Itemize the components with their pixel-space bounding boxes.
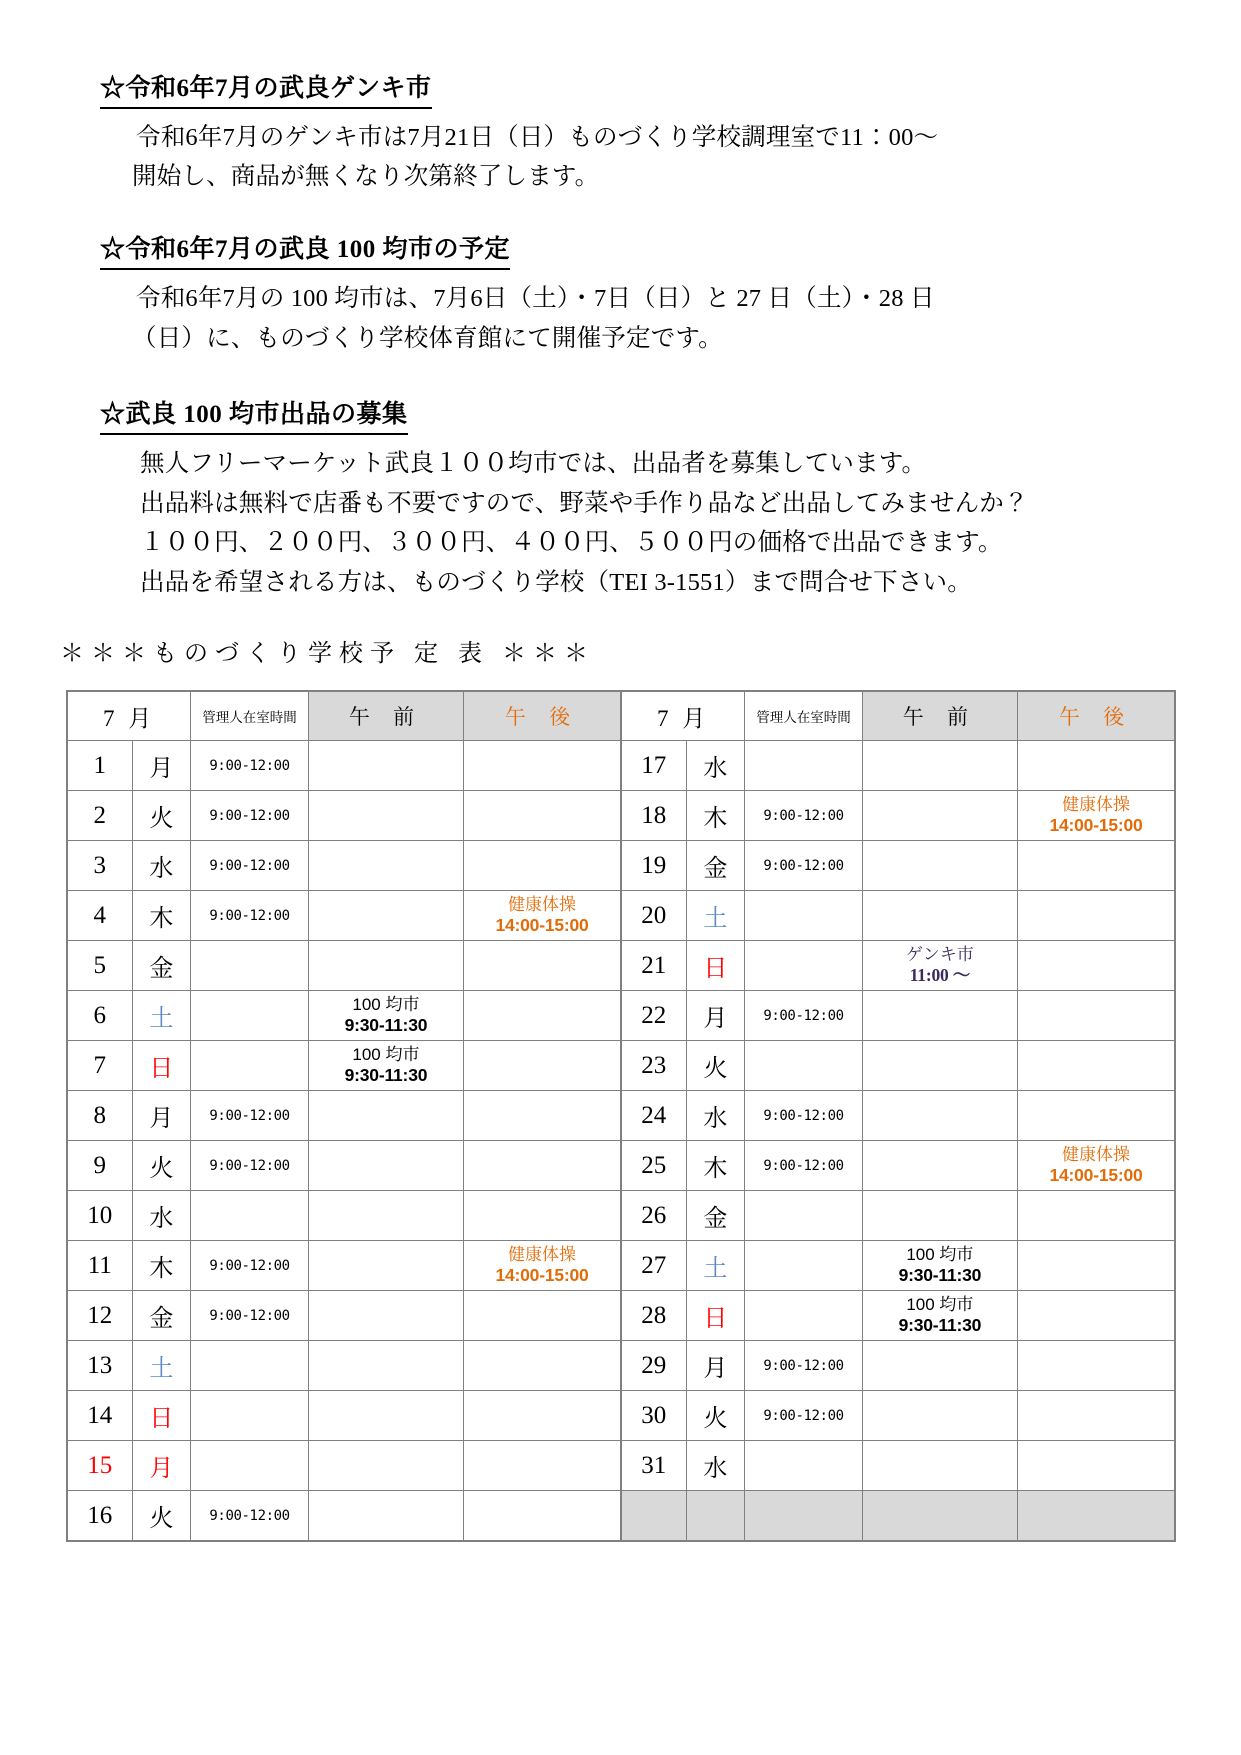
table-row <box>67 1141 1175 1191</box>
header-month-right: 7 月 <box>621 691 745 741</box>
cell-admin-hours-left <box>191 1341 309 1391</box>
cell-am-right <box>862 1441 1017 1491</box>
cell-am-left <box>308 1391 463 1441</box>
cell-day-left: 5 <box>67 941 132 991</box>
cell-admin-hours-right: 9:00-12:00 <box>745 1141 863 1191</box>
table-row <box>67 741 1175 791</box>
cell-admin-hours-right <box>745 1241 863 1291</box>
cell-weekday-left: 火 <box>132 1141 191 1191</box>
cell-weekday-left: 火 <box>132 1491 191 1541</box>
cell-pm-right <box>1018 1291 1175 1341</box>
cell-weekday-right: 金 <box>686 1191 745 1241</box>
cell-weekday-left: 木 <box>132 891 191 941</box>
cell-admin-hours-right: 9:00-12:00 <box>745 791 863 841</box>
cell-day-left: 6 <box>67 991 132 1041</box>
cell-weekday-left: 日 <box>132 1041 191 1091</box>
cell-pm-right <box>1018 1041 1175 1091</box>
cell-am-right <box>862 1141 1017 1191</box>
event-time: 9:30-11:30 <box>344 1065 428 1086</box>
cell-weekday-left: 火 <box>132 791 191 841</box>
cell-day-right: 24 <box>621 1091 686 1141</box>
cell-am-right <box>862 1241 1017 1291</box>
cell-am-right <box>862 1291 1017 1341</box>
cell-admin-hours-left <box>191 1191 309 1241</box>
event-time: 9:30-11:30 <box>898 1315 982 1336</box>
cell-pm-right <box>1018 941 1175 991</box>
cell-am-left <box>308 1041 463 1091</box>
cell-day-right: 19 <box>621 841 686 891</box>
cell-am-right <box>862 741 1017 791</box>
event-time: 14:00-15:00 <box>495 1265 589 1286</box>
table-row <box>67 1091 1175 1141</box>
cell-admin-hours-left <box>191 941 309 991</box>
section-boshu-line-1: 無人フリーマーケット武良１００均市では、出品者を募集しています。 <box>140 450 927 477</box>
cell-admin-hours-right: 9:00-12:00 <box>745 841 863 891</box>
cell-am-left <box>308 841 463 891</box>
cell-pm-left <box>464 1391 621 1441</box>
cell-weekday-right: 日 <box>686 941 745 991</box>
header-pm-right: 午 後 <box>1018 691 1175 741</box>
cell-admin-hours-left <box>191 1041 309 1091</box>
cell-admin-hours-left: 9:00-12:00 <box>191 791 309 841</box>
cell-weekday-right: 日 <box>686 1291 745 1341</box>
cell-pm-right <box>1018 1441 1175 1491</box>
cell-pm-left <box>464 1141 621 1191</box>
section-boshu-line-3: １００円、２００円、３００円、４００円、５００円の価格で出品できます。 <box>140 529 1003 557</box>
cell-day-left: 4 <box>67 891 132 941</box>
cell-weekday-right: 土 <box>686 1241 745 1291</box>
header-am-right: 午 前 <box>862 691 1017 741</box>
cell-weekday-right: 土 <box>686 891 745 941</box>
table-row <box>67 991 1175 1041</box>
table-header-row <box>67 691 1175 741</box>
cell-weekday-right <box>686 1491 745 1541</box>
table-row <box>67 1291 1175 1341</box>
table-row <box>67 1341 1175 1391</box>
table-row <box>67 1241 1175 1291</box>
text-content <box>0 0 1241 603</box>
cell-am-right <box>862 1491 1017 1541</box>
cell-weekday-right: 木 <box>686 1141 745 1191</box>
cell-admin-hours-left: 9:00-12:00 <box>191 1491 309 1541</box>
cell-am-right <box>862 1041 1017 1091</box>
event-name: ゲンキ市 <box>906 944 974 964</box>
section-hyakkin <box>100 233 1181 358</box>
cell-weekday-right: 木 <box>686 791 745 841</box>
event-time: 14:00-15:00 <box>495 915 589 936</box>
section-boshu-line-4: 出品を希望される方は、ものづくり学校（TEI 3-1551）まで問合せ下さい。 <box>140 569 972 597</box>
cell-am-right <box>862 1091 1017 1141</box>
cell-pm-left <box>464 1441 621 1491</box>
cell-am-right <box>862 791 1017 841</box>
cell-day-right: 28 <box>621 1291 686 1341</box>
event-time: 9:30-11:30 <box>344 1015 428 1036</box>
cell-am-left <box>308 741 463 791</box>
cell-pm-left <box>464 941 621 991</box>
header-am-left: 午 前 <box>308 691 463 741</box>
cell-am-left <box>308 1341 463 1391</box>
header-admin-left: 管理人在室時間 <box>191 691 309 741</box>
table-row <box>67 1041 1175 1091</box>
cell-weekday-left: 月 <box>132 741 191 791</box>
section-hyakkin-heading: ☆令和6年7月の武良 100 均市の予定 <box>100 233 510 270</box>
cell-pm-right <box>1018 991 1175 1041</box>
cell-am-left <box>308 941 463 991</box>
event-time: 14:00-15:00 <box>1049 1165 1143 1186</box>
cell-day-right: 30 <box>621 1391 686 1441</box>
cell-admin-hours-left <box>191 1391 309 1441</box>
cell-pm-right <box>1018 1491 1175 1541</box>
cell-am-left <box>308 891 463 941</box>
table-row <box>67 841 1175 891</box>
cell-day-right: 31 <box>621 1441 686 1491</box>
event-name: 健康体操 <box>508 894 577 914</box>
cell-day-left: 16 <box>67 1491 132 1541</box>
cell-admin-hours-right <box>745 1041 863 1091</box>
cell-weekday-right: 水 <box>686 741 745 791</box>
schedule-table <box>66 690 1176 1542</box>
cell-weekday-left: 金 <box>132 1291 191 1341</box>
event-name: 100 均市 <box>352 994 420 1014</box>
cell-day-left: 8 <box>67 1091 132 1141</box>
cell-weekday-right: 水 <box>686 1441 745 1491</box>
cell-weekday-left: 土 <box>132 991 191 1041</box>
cell-weekday-left: 月 <box>132 1441 191 1491</box>
cell-weekday-left: 木 <box>132 1241 191 1291</box>
cell-weekday-right: 月 <box>686 1341 745 1391</box>
event-name: 健康体操 <box>508 1244 577 1264</box>
cell-pm-right <box>1018 1091 1175 1141</box>
cell-am-left <box>308 991 463 1041</box>
cell-weekday-left: 月 <box>132 1091 191 1141</box>
header-admin-right: 管理人在室時間 <box>745 691 863 741</box>
cell-pm-right <box>1018 1191 1175 1241</box>
cell-weekday-right: 金 <box>686 841 745 891</box>
cell-day-right <box>621 1491 686 1541</box>
schedule-table-body <box>67 741 1175 1541</box>
table-row <box>67 891 1175 941</box>
cell-day-left: 12 <box>67 1291 132 1341</box>
cell-am-right <box>862 941 1017 991</box>
cell-pm-right <box>1018 1241 1175 1291</box>
cell-day-right: 17 <box>621 741 686 791</box>
cell-pm-left <box>464 1191 621 1241</box>
event-name: 100 均市 <box>906 1244 974 1264</box>
cell-day-left: 15 <box>67 1441 132 1491</box>
section-boshu-heading: ☆武良 100 均市出品の募集 <box>100 398 408 435</box>
cell-am-left <box>308 1441 463 1491</box>
event-time: 14:00-15:00 <box>1049 815 1143 836</box>
cell-admin-hours-left: 9:00-12:00 <box>191 841 309 891</box>
event-time: 11:00 〜 <box>909 965 971 986</box>
cell-day-left: 14 <box>67 1391 132 1441</box>
cell-weekday-left: 水 <box>132 841 191 891</box>
section-genki-heading: ☆令和6年7月の武良ゲンキ市 <box>100 72 432 109</box>
cell-admin-hours-right: 9:00-12:00 <box>745 991 863 1041</box>
schedule-table-title: ＊＊＊ものづくり学校予 定 表 ＊＊＊ <box>60 640 595 667</box>
cell-am-left <box>308 791 463 841</box>
cell-weekday-right: 月 <box>686 991 745 1041</box>
cell-pm-left <box>464 1491 621 1541</box>
table-row <box>67 1491 1175 1541</box>
cell-pm-left <box>464 841 621 891</box>
section-hyakkin-line-2: （日）に、ものづくり学校体育館にて開催予定です。 <box>132 324 723 352</box>
cell-pm-right <box>1018 1341 1175 1391</box>
cell-am-right <box>862 991 1017 1041</box>
cell-admin-hours-right <box>745 1441 863 1491</box>
cell-pm-right <box>1018 1391 1175 1441</box>
cell-weekday-right: 火 <box>686 1041 745 1091</box>
section-genki <box>100 72 1181 197</box>
header-pm-left: 午 後 <box>464 691 621 741</box>
cell-day-right: 25 <box>621 1141 686 1191</box>
cell-admin-hours-left: 9:00-12:00 <box>191 1141 309 1191</box>
section-hyakkin-line-1: 令和6年7月の 100 均市は、7月6日（土）・7日（日）と 27 日（土）・28 日 <box>136 284 935 312</box>
cell-day-left: 1 <box>67 741 132 791</box>
cell-day-right: 21 <box>621 941 686 991</box>
cell-weekday-right: 水 <box>686 1091 745 1141</box>
cell-day-left: 11 <box>67 1241 132 1291</box>
cell-day-left: 10 <box>67 1191 132 1241</box>
cell-admin-hours-right <box>745 741 863 791</box>
cell-day-right: 23 <box>621 1041 686 1091</box>
cell-pm-left <box>464 891 621 941</box>
table-row <box>67 941 1175 991</box>
event-time: 9:30-11:30 <box>898 1265 982 1286</box>
cell-am-right <box>862 1191 1017 1241</box>
cell-weekday-left: 水 <box>132 1191 191 1241</box>
table-row <box>67 791 1175 841</box>
cell-pm-left <box>464 1241 621 1291</box>
cell-admin-hours-right: 9:00-12:00 <box>745 1391 863 1441</box>
table-row <box>67 1391 1175 1441</box>
event-name: 健康体操 <box>1062 1144 1131 1164</box>
cell-admin-hours-left: 9:00-12:00 <box>191 1241 309 1291</box>
cell-am-left <box>308 1091 463 1141</box>
cell-pm-left <box>464 791 621 841</box>
cell-admin-hours-left: 9:00-12:00 <box>191 891 309 941</box>
cell-am-right <box>862 841 1017 891</box>
cell-admin-hours-right: 9:00-12:00 <box>745 1091 863 1141</box>
cell-admin-hours-right: 9:00-12:00 <box>745 1341 863 1391</box>
cell-weekday-left: 日 <box>132 1391 191 1441</box>
cell-am-right <box>862 891 1017 941</box>
cell-weekday-left: 土 <box>132 1341 191 1391</box>
cell-day-right: 18 <box>621 791 686 841</box>
cell-pm-left <box>464 1041 621 1091</box>
cell-admin-hours-right <box>745 891 863 941</box>
schedule-table-wrapper <box>66 690 1176 1542</box>
cell-pm-left <box>464 1091 621 1141</box>
cell-pm-right <box>1018 791 1175 841</box>
cell-pm-left <box>464 1291 621 1341</box>
section-genki-line-1: 令和6年7月のゲンキ市は7月21日（日）ものづくり学校調理室で11：00～ <box>136 123 939 151</box>
cell-admin-hours-left: 9:00-12:00 <box>191 741 309 791</box>
event-name: 健康体操 <box>1062 794 1131 814</box>
cell-day-left: 3 <box>67 841 132 891</box>
cell-pm-left <box>464 1341 621 1391</box>
event-name: 100 均市 <box>906 1294 974 1314</box>
cell-am-right <box>862 1341 1017 1391</box>
cell-pm-right <box>1018 1141 1175 1191</box>
cell-day-left: 7 <box>67 1041 132 1091</box>
cell-day-left: 9 <box>67 1141 132 1191</box>
table-row <box>67 1441 1175 1491</box>
cell-pm-right <box>1018 841 1175 891</box>
cell-am-left <box>308 1491 463 1541</box>
schedule-table-head <box>67 691 1175 741</box>
cell-pm-left <box>464 991 621 1041</box>
section-boshu-line-2: 出品料は無料で店番も不要ですので、野菜や手作り品など出品してみませんか？ <box>140 489 1029 517</box>
cell-am-left <box>308 1241 463 1291</box>
section-genki-line-2: 開始し、商品が無くなり次第終了します。 <box>132 163 600 191</box>
cell-day-left: 2 <box>67 791 132 841</box>
cell-pm-left <box>464 741 621 791</box>
cell-admin-hours-left: 9:00-12:00 <box>191 1091 309 1141</box>
cell-weekday-left: 金 <box>132 941 191 991</box>
section-boshu <box>100 398 1181 603</box>
header-month-left: 7 月 <box>67 691 191 741</box>
cell-admin-hours-left <box>191 1441 309 1491</box>
cell-am-right <box>862 1391 1017 1441</box>
cell-day-right: 27 <box>621 1241 686 1291</box>
cell-admin-hours-right <box>745 1191 863 1241</box>
cell-admin-hours-left <box>191 991 309 1041</box>
cell-day-right: 29 <box>621 1341 686 1391</box>
cell-admin-hours-right <box>745 941 863 991</box>
cell-am-left <box>308 1191 463 1241</box>
cell-am-left <box>308 1291 463 1341</box>
cell-admin-hours-right <box>745 1491 863 1541</box>
cell-day-right: 22 <box>621 991 686 1041</box>
cell-pm-right <box>1018 741 1175 791</box>
cell-day-right: 20 <box>621 891 686 941</box>
cell-day-left: 13 <box>67 1341 132 1391</box>
cell-am-left <box>308 1141 463 1191</box>
table-row <box>67 1191 1175 1241</box>
cell-admin-hours-left: 9:00-12:00 <box>191 1291 309 1341</box>
cell-admin-hours-right <box>745 1291 863 1341</box>
cell-day-right: 26 <box>621 1191 686 1241</box>
event-name: 100 均市 <box>352 1044 420 1064</box>
cell-pm-right <box>1018 891 1175 941</box>
cell-weekday-right: 火 <box>686 1391 745 1441</box>
